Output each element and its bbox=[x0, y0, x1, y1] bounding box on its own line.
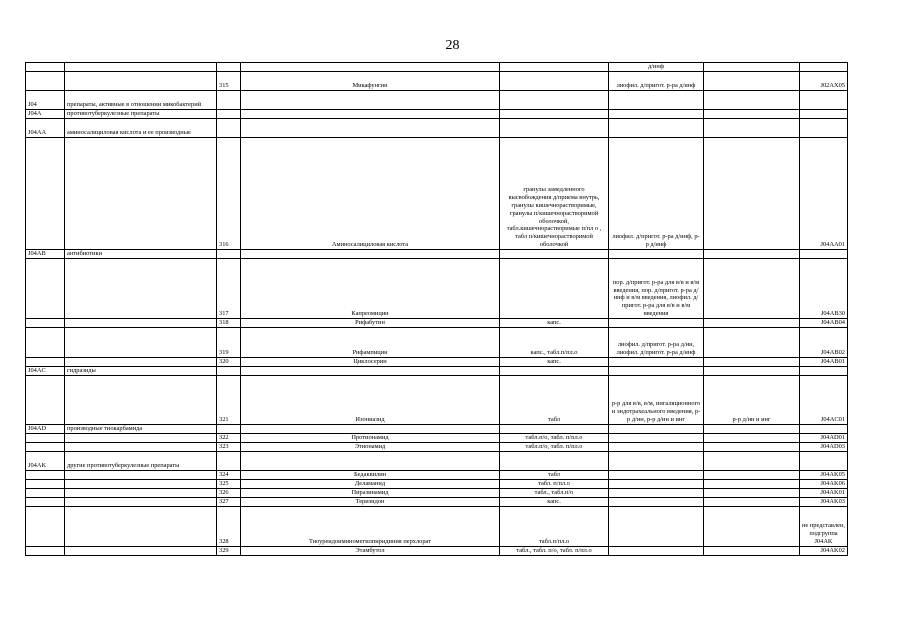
dosage-form bbox=[500, 63, 609, 72]
dosage-form-other bbox=[704, 451, 800, 470]
drug-name: Протионамид bbox=[241, 433, 500, 442]
drug-name: Теризидон bbox=[241, 497, 500, 506]
table-row bbox=[26, 318, 848, 327]
row-code: J04AC bbox=[26, 366, 65, 375]
atc-code bbox=[800, 249, 848, 258]
atc-code bbox=[800, 118, 848, 137]
drug-name: Этионамид bbox=[241, 442, 500, 451]
row-code: J04AK bbox=[26, 451, 65, 470]
table-row bbox=[26, 497, 848, 506]
dosage-form: табл., табл.п/о bbox=[500, 488, 609, 497]
row-code bbox=[26, 479, 65, 488]
dosage-form-other bbox=[704, 470, 800, 479]
row-number bbox=[217, 451, 241, 470]
dosage-form-other bbox=[704, 318, 800, 327]
drug-name bbox=[241, 249, 500, 258]
table-row bbox=[26, 249, 848, 258]
row-number bbox=[217, 63, 241, 72]
row-number: 319 bbox=[217, 327, 241, 357]
dosage-form: табл.п/о, табл. п/пл.о bbox=[500, 442, 609, 451]
row-number bbox=[217, 90, 241, 109]
drug-name: Пиразинамид bbox=[241, 488, 500, 497]
atc-code: J04AB30 bbox=[800, 258, 848, 318]
row-number bbox=[217, 424, 241, 433]
table-body bbox=[26, 63, 848, 556]
dosage-form-other bbox=[704, 90, 800, 109]
row-group-name bbox=[65, 433, 217, 442]
row-number bbox=[217, 366, 241, 375]
row-code: J04 bbox=[26, 90, 65, 109]
dosage-form bbox=[500, 71, 609, 90]
row-code bbox=[26, 71, 65, 90]
drug-name: Циклосерин bbox=[241, 357, 500, 366]
table-row bbox=[26, 327, 848, 357]
row-code bbox=[26, 433, 65, 442]
row-code bbox=[26, 470, 65, 479]
dosage-form-injection: лиофил. д/пригот. р-ра д/инф bbox=[609, 71, 704, 90]
row-number: 329 bbox=[217, 546, 241, 555]
row-group-name bbox=[65, 318, 217, 327]
row-group-name bbox=[65, 63, 217, 72]
dosage-form: табл., табл. п/о, табл. п/пл.о bbox=[500, 546, 609, 555]
dosage-form-injection bbox=[609, 424, 704, 433]
dosage-form-other bbox=[704, 366, 800, 375]
atc-code bbox=[800, 366, 848, 375]
dosage-form: табл bbox=[500, 470, 609, 479]
row-code bbox=[26, 506, 65, 546]
atc-code bbox=[800, 109, 848, 118]
table-row bbox=[26, 137, 848, 249]
row-number bbox=[217, 109, 241, 118]
dosage-form-other bbox=[704, 424, 800, 433]
dosage-form bbox=[500, 249, 609, 258]
atc-code: J04AC01 bbox=[800, 375, 848, 424]
dosage-form bbox=[500, 451, 609, 470]
atc-code bbox=[800, 424, 848, 433]
row-number bbox=[217, 249, 241, 258]
dosage-form-injection bbox=[609, 249, 704, 258]
table-row bbox=[26, 71, 848, 90]
row-number: 324 bbox=[217, 470, 241, 479]
dosage-form-other bbox=[704, 546, 800, 555]
table-row bbox=[26, 479, 848, 488]
row-code bbox=[26, 546, 65, 555]
table-row bbox=[26, 109, 848, 118]
dosage-form-injection bbox=[609, 318, 704, 327]
drug-name: Этамбутол bbox=[241, 546, 500, 555]
atc-code: J04AK05 bbox=[800, 470, 848, 479]
dosage-form-other bbox=[704, 327, 800, 357]
dosage-form: табл bbox=[500, 375, 609, 424]
row-number: 323 bbox=[217, 442, 241, 451]
table-row bbox=[26, 90, 848, 109]
row-code: J04AD bbox=[26, 424, 65, 433]
dosage-form-other bbox=[704, 497, 800, 506]
row-code bbox=[26, 63, 65, 72]
atc-code: J02AX05 bbox=[800, 71, 848, 90]
dosage-form-other bbox=[704, 506, 800, 546]
row-number: 322 bbox=[217, 433, 241, 442]
atc-code: J04AB02 bbox=[800, 327, 848, 357]
table-row bbox=[26, 375, 848, 424]
dosage-form: капс. bbox=[500, 357, 609, 366]
row-group-name bbox=[65, 546, 217, 555]
dosage-form bbox=[500, 118, 609, 137]
drug-name bbox=[241, 451, 500, 470]
table-row bbox=[26, 63, 848, 72]
table-row bbox=[26, 357, 848, 366]
drug-name: Рифабутин bbox=[241, 318, 500, 327]
row-code bbox=[26, 375, 65, 424]
drug-name: Микафунгин bbox=[241, 71, 500, 90]
dosage-form-other bbox=[704, 488, 800, 497]
row-number: 317 bbox=[217, 258, 241, 318]
row-number: 325 bbox=[217, 479, 241, 488]
row-number: 327 bbox=[217, 497, 241, 506]
dosage-form-other bbox=[704, 442, 800, 451]
atc-code bbox=[800, 451, 848, 470]
dosage-form bbox=[500, 109, 609, 118]
drug-name: Бедаквилин bbox=[241, 470, 500, 479]
row-group-name bbox=[65, 497, 217, 506]
atc-code: J04AK02 bbox=[800, 546, 848, 555]
drug-name bbox=[241, 90, 500, 109]
row-code bbox=[26, 327, 65, 357]
row-code: J04AA bbox=[26, 118, 65, 137]
dosage-form-other bbox=[704, 357, 800, 366]
atc-code: J04AB04 bbox=[800, 318, 848, 327]
dosage-form-injection: лиофил. д/пригот. р-ра д/инф, р-р д/инф bbox=[609, 137, 704, 249]
dosage-form-injection bbox=[609, 357, 704, 366]
row-number: 328 bbox=[217, 506, 241, 546]
atc-code: J04AK03 bbox=[800, 497, 848, 506]
row-group-name bbox=[65, 375, 217, 424]
dosage-form-injection bbox=[609, 470, 704, 479]
drug-name: Рифампицин bbox=[241, 327, 500, 357]
row-code bbox=[26, 442, 65, 451]
dosage-form-other bbox=[704, 433, 800, 442]
row-code bbox=[26, 258, 65, 318]
drug-name: Тиоуреидоиминометилпиридиния перхлорат bbox=[241, 506, 500, 546]
row-code: J04AB bbox=[26, 249, 65, 258]
dosage-form-injection bbox=[609, 479, 704, 488]
drug-name: Изониазид bbox=[241, 375, 500, 424]
dosage-form-other bbox=[704, 137, 800, 249]
dosage-form-other bbox=[704, 63, 800, 72]
dosage-form-other bbox=[704, 258, 800, 318]
row-group-name bbox=[65, 357, 217, 366]
dosage-form: гранулы замедленного высвобождения д/приема внутрь, гранулы кишечнорастворимые, гранулы п/кишечнорастворимой оболочкой, табл.кишечнорастворимые п/пл о , табл п/кишечнорастворимой оболочкой bbox=[500, 137, 609, 249]
row-code: J04A bbox=[26, 109, 65, 118]
atc-code: J04AK06 bbox=[800, 479, 848, 488]
atc-code: J04AB01 bbox=[800, 357, 848, 366]
dosage-form: табл. п/пл.о bbox=[500, 479, 609, 488]
dosage-form-injection bbox=[609, 451, 704, 470]
row-group-name bbox=[65, 71, 217, 90]
dosage-form-injection bbox=[609, 118, 704, 137]
dosage-form bbox=[500, 366, 609, 375]
row-group-name: производные тиокарбамида bbox=[65, 424, 217, 433]
atc-code: не представлен, подгруппа J04AK bbox=[800, 506, 848, 546]
table-row bbox=[26, 506, 848, 546]
atc-code bbox=[800, 90, 848, 109]
row-group-name bbox=[65, 470, 217, 479]
dosage-form-injection bbox=[609, 433, 704, 442]
page-number: 28 bbox=[445, 38, 460, 53]
table-row bbox=[26, 546, 848, 555]
row-number: 320 bbox=[217, 357, 241, 366]
row-group-name: антибиотики bbox=[65, 249, 217, 258]
row-number: 316 bbox=[217, 137, 241, 249]
row-group-name bbox=[65, 488, 217, 497]
row-group-name: гидразиды bbox=[65, 366, 217, 375]
drug-name bbox=[241, 424, 500, 433]
table-row bbox=[26, 424, 848, 433]
row-number: 326 bbox=[217, 488, 241, 497]
dosage-form-injection bbox=[609, 442, 704, 451]
drug-name bbox=[241, 109, 500, 118]
row-group-name bbox=[65, 506, 217, 546]
drug-name: Деламанид bbox=[241, 479, 500, 488]
atc-code: J04AD01 bbox=[800, 433, 848, 442]
row-number: 321 bbox=[217, 375, 241, 424]
table-row bbox=[26, 118, 848, 137]
dosage-form-injection bbox=[609, 506, 704, 546]
dosage-form: табл.п/пл.о bbox=[500, 506, 609, 546]
row-number bbox=[217, 118, 241, 137]
dosage-form bbox=[500, 90, 609, 109]
row-code bbox=[26, 497, 65, 506]
row-group-name: препараты, активные в отношении микобактерий bbox=[65, 90, 217, 109]
dosage-form-other: р-р д/ин и инг bbox=[704, 375, 800, 424]
row-group-name: другие противотуберкулезные препараты bbox=[65, 451, 217, 470]
dosage-form-injection bbox=[609, 366, 704, 375]
dosage-form bbox=[500, 424, 609, 433]
table-row bbox=[26, 258, 848, 318]
dosage-form-injection: пор. д/пригот. р-ра для в/в и в/м введения, пор. д/пригот. р-ра д/инф и в/м введения, лиофил. д/пригот. р-ра для в/в и в/м введения bbox=[609, 258, 704, 318]
dosage-form-other bbox=[704, 71, 800, 90]
row-group-name bbox=[65, 258, 217, 318]
dosage-form-injection bbox=[609, 90, 704, 109]
row-group-name bbox=[65, 442, 217, 451]
row-code bbox=[26, 488, 65, 497]
dosage-form-injection bbox=[609, 109, 704, 118]
row-code bbox=[26, 137, 65, 249]
dosage-form-injection: р-р для в/в, в/м, ингаляционного и эндотрахеального введения, р-р д/ин, р-р д/ин и инг bbox=[609, 375, 704, 424]
table-row bbox=[26, 442, 848, 451]
row-number: 315 bbox=[217, 71, 241, 90]
drug-name bbox=[241, 118, 500, 137]
atc-code bbox=[800, 63, 848, 72]
table-row bbox=[26, 488, 848, 497]
row-code bbox=[26, 318, 65, 327]
drug-name: Капреомицин bbox=[241, 258, 500, 318]
dosage-form-other bbox=[704, 118, 800, 137]
dosage-form-other bbox=[704, 479, 800, 488]
table-row bbox=[26, 433, 848, 442]
dosage-form-other bbox=[704, 249, 800, 258]
table-row bbox=[26, 366, 848, 375]
atc-code: J04AA01 bbox=[800, 137, 848, 249]
dosage-form-injection bbox=[609, 497, 704, 506]
drug-name bbox=[241, 63, 500, 72]
dosage-form: табл.п/о, табл. п/пл.о bbox=[500, 433, 609, 442]
dosage-form-injection bbox=[609, 546, 704, 555]
row-code bbox=[26, 357, 65, 366]
row-group-name bbox=[65, 327, 217, 357]
dosage-form: капс. bbox=[500, 318, 609, 327]
atc-code: J04AK01 bbox=[800, 488, 848, 497]
row-group-name bbox=[65, 137, 217, 249]
row-group-name bbox=[65, 479, 217, 488]
drug-name bbox=[241, 366, 500, 375]
row-group-name: противотуберкулезные препараты bbox=[65, 109, 217, 118]
table-row bbox=[26, 470, 848, 479]
dosage-form: капс. bbox=[500, 497, 609, 506]
row-number: 318 bbox=[217, 318, 241, 327]
row-group-name: аминосалициловая кислота и ее производные bbox=[65, 118, 217, 137]
atc-code: J04AD03 bbox=[800, 442, 848, 451]
dosage-form-injection: лиофил. д/пригот. р-ра д/ин, лиофил. д/пригот. р-ра д/инф bbox=[609, 327, 704, 357]
dosage-form-injection bbox=[609, 488, 704, 497]
drug-table bbox=[25, 62, 848, 556]
table-row bbox=[26, 451, 848, 470]
drug-name: Аминосалициловая кислота bbox=[241, 137, 500, 249]
dosage-form-injection: д/инф bbox=[609, 63, 704, 72]
dosage-form bbox=[500, 258, 609, 318]
dosage-form: капс., табл.п/пл.о bbox=[500, 327, 609, 357]
dosage-form-other bbox=[704, 109, 800, 118]
